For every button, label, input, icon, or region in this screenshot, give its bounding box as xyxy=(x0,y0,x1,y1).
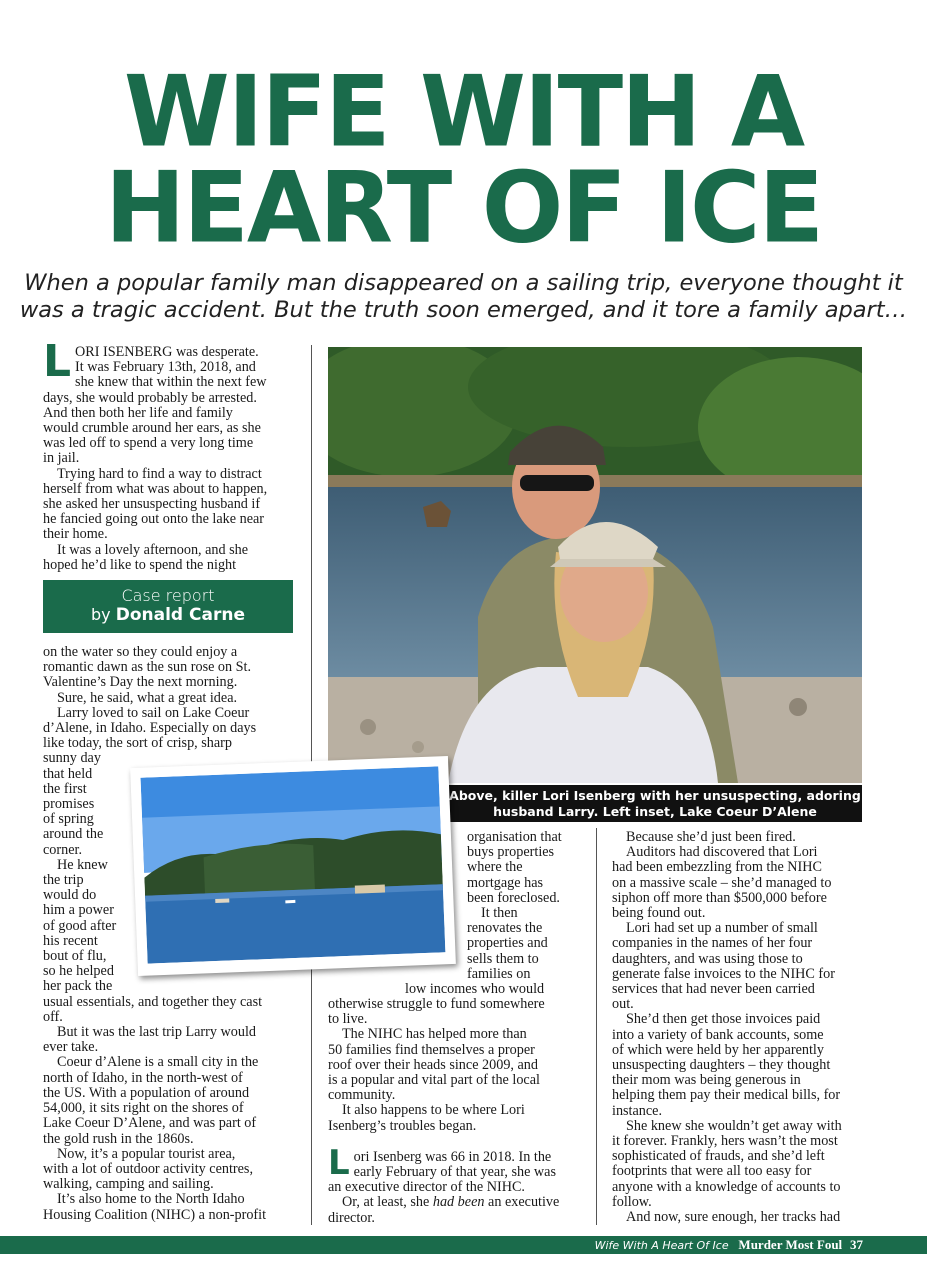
body-line: early February of that year, she was xyxy=(353,1164,556,1181)
body-line: he fancied going out onto the lake near xyxy=(43,511,265,528)
body-line: sells them to xyxy=(467,950,539,967)
body-line: It was a lovely afternoon, and she xyxy=(57,541,249,558)
footer-magazine: Murder Most Foul xyxy=(738,1237,843,1252)
body-line: He knew xyxy=(57,856,108,873)
standfirst-line-2: was a tragic accident. But the truth soon emerged, and it tore a family apart… xyxy=(19,297,908,323)
body-line: siphon off more than $500,000 before xyxy=(612,889,827,906)
body-line: bout of flu, xyxy=(43,948,107,965)
column-rule xyxy=(596,828,597,1225)
headline-line-2: HEART OF ICE xyxy=(104,150,823,266)
main-photo-couple xyxy=(328,347,862,783)
body-line: him a power xyxy=(43,902,114,919)
body-line: community. xyxy=(328,1087,396,1104)
body-line: Valentine’s Day the next morning. xyxy=(43,674,238,691)
body-line: It then xyxy=(481,905,518,922)
body-line: Lake Coeur D’Alene, and was part of xyxy=(43,1115,257,1132)
body-line: would do xyxy=(43,887,97,904)
body-line: into a variety of bank accounts, some xyxy=(612,1026,824,1043)
column-3 xyxy=(612,830,867,1225)
emphasis: had been xyxy=(432,1194,485,1211)
body-line: herself from what was about to happen, xyxy=(43,480,268,497)
body-line: And now, sure enough, her tracks had xyxy=(626,1209,841,1226)
body-line: on the water so they could enjoy a xyxy=(43,644,238,660)
body-line: their home. xyxy=(43,526,108,543)
byline-by: by xyxy=(91,605,111,624)
column-2-wrap xyxy=(467,830,592,982)
body-line: the first xyxy=(43,780,87,797)
body-line: renovates the xyxy=(467,920,543,937)
body-line: the trip xyxy=(43,872,84,889)
body-line: It also happens to be where Lori xyxy=(342,1102,525,1119)
body-line: And then both her life and family xyxy=(43,404,233,421)
standfirst-line-1: When a popular family man disappeared on a sailing trip, everyone thought it xyxy=(24,270,903,296)
body-line: Because she’d just been fired. xyxy=(626,829,796,845)
body-line: Auditors had discovered that Lori xyxy=(626,844,818,861)
body-line: walking, camping and sailing. xyxy=(43,1176,214,1193)
body-line: ori Isenberg was 66 in 2018. In the xyxy=(353,1148,552,1165)
body-line: was led off to spend a very long time xyxy=(43,435,254,452)
body-line: The NIHC has helped more than xyxy=(342,1026,527,1043)
body-line: Lori had set up a number of small xyxy=(626,920,818,937)
body-line: the gold rush in the 1860s. xyxy=(43,1130,194,1147)
body-line: It was February 13th, 2018, and xyxy=(75,359,256,376)
body-line: of which were held by her apparently xyxy=(612,1041,824,1058)
body-line: Trying hard to find a way to distract xyxy=(57,465,262,482)
body-line: her pack the xyxy=(43,978,113,995)
caption-line-1: Above, killer Lori Isenberg with her unsuspecting, adoring xyxy=(449,788,861,803)
body-line: buys properties xyxy=(467,844,555,861)
body-line: an executive director of the NIHC. xyxy=(328,1179,525,1196)
column-2 xyxy=(328,997,593,1226)
footer xyxy=(595,1237,863,1254)
body-line: that held xyxy=(43,765,93,782)
headline-line-1: WIFE WITH A xyxy=(123,54,804,170)
body-line: around the xyxy=(43,826,104,843)
body-line: footprints that were all too easy for xyxy=(612,1163,812,1180)
byline-author-line xyxy=(43,605,293,625)
body-line: Larry loved to sail on Lake Coeur xyxy=(57,704,250,721)
drop-cap: L xyxy=(43,336,72,387)
body-line: north of Idaho, in the north-west of xyxy=(43,1069,243,1086)
body-line: romantic dawn as the sun rose on St. xyxy=(43,659,252,676)
body-line: corner. xyxy=(43,841,82,858)
body-line: would crumble around her ears, as she xyxy=(43,420,261,437)
body-line: properties and xyxy=(467,935,548,952)
body-line: families on xyxy=(467,965,531,982)
body-line: where the xyxy=(467,859,523,876)
byline-author: Donald Carne xyxy=(115,605,245,625)
photo-caption xyxy=(448,785,862,822)
body-line: mortgage has xyxy=(467,874,544,891)
body-line: organisation that xyxy=(467,829,562,845)
body-line: of spring xyxy=(43,811,94,828)
body-line: ever take. xyxy=(43,1039,99,1056)
body-line: director. xyxy=(328,1209,375,1226)
body-line: Coeur d’Alene is a small city in the xyxy=(57,1054,259,1071)
body-line: 54,000, it sits right on the shores of xyxy=(43,1100,244,1117)
body-line: off. xyxy=(43,1008,63,1025)
body-line: otherwise struggle to fund somewhere xyxy=(328,996,545,1012)
body-line: on a massive scale – she’d managed to xyxy=(612,874,832,891)
body-line: being found out. xyxy=(612,905,706,922)
body-line: Isenberg’s troubles began. xyxy=(328,1117,477,1134)
caption-line-2: husband Larry. Left inset, Lake Coeur D’Alene xyxy=(493,804,817,819)
body-line: She’d then get those invoices paid xyxy=(626,1011,821,1028)
column-1-top xyxy=(43,336,295,573)
body-line: the US. With a population of around xyxy=(43,1084,250,1101)
body-line: follow. xyxy=(612,1193,652,1210)
body-line: unsuspecting daughters – they thought xyxy=(612,1057,831,1074)
body-line: instance. xyxy=(612,1102,663,1119)
byline-box xyxy=(43,580,293,633)
body-line: promises xyxy=(43,796,95,813)
body-line: with a lot of outdoor activity centres, xyxy=(43,1160,253,1177)
body-line: it forever. Frankly, hers wasn’t the most xyxy=(612,1133,838,1150)
body-line: 50 families find themselves a proper xyxy=(328,1041,535,1058)
body-line: d’Alene, in Idaho. Especially on days xyxy=(43,720,257,737)
byline-label: Case report xyxy=(121,586,215,605)
body-line: Housing Coalition (NIHC) a non-profit xyxy=(43,1206,267,1223)
body-line: companies in the names of her four xyxy=(612,935,813,952)
column-2-wrap-end xyxy=(405,982,595,997)
footer-article-title: Wife With A Heart Of Ice xyxy=(594,1239,729,1252)
body-line: like today, the sort of crisp, sharp xyxy=(43,735,232,752)
body-line: days, she would probably be arrested. xyxy=(43,389,257,406)
body-line: Now, it’s a popular tourist area, xyxy=(57,1145,236,1162)
body-line: But it was the last trip Larry would xyxy=(57,1024,256,1041)
body-line: generate false invoices to the NIHC for xyxy=(612,965,835,982)
body-line: so he helped xyxy=(43,963,114,980)
body-line: She knew she wouldn’t get away with xyxy=(626,1117,842,1134)
page-number: 37 xyxy=(850,1237,863,1252)
body-line: sophisticated of frauds, and she’d left xyxy=(612,1148,825,1165)
body-line: out. xyxy=(612,996,634,1013)
body-line: services that had never been carried xyxy=(612,981,815,998)
body-line: to live. xyxy=(328,1011,368,1028)
body-line: usual essentials, and together they cast xyxy=(43,993,263,1010)
body-line: Or, at least, she had been an executive xyxy=(342,1194,560,1211)
body-line: It’s also home to the North Idaho xyxy=(57,1191,245,1208)
body-line: Sure, he said, what a great idea. xyxy=(57,689,238,706)
body-line: in jail. xyxy=(43,450,80,467)
body-line: his recent xyxy=(43,932,98,949)
body-line: anyone with a knowledge of accounts to xyxy=(612,1178,841,1195)
body-line: helping them pay their medical bills, for xyxy=(612,1087,841,1104)
body-line: is a popular and vital part of the local xyxy=(328,1072,540,1089)
body-line: been foreclosed. xyxy=(467,889,560,906)
body-line: ORI ISENBERG was desperate. xyxy=(75,344,259,360)
body-line: daughters, and was using those to xyxy=(612,950,803,967)
body-line: hoped he’d like to spend the night xyxy=(43,556,237,573)
body-line: she knew that within the next few xyxy=(75,374,267,391)
body-line: she asked her unsuspecting husband if xyxy=(43,496,261,513)
body-line: low incomes who would xyxy=(405,981,545,997)
body-line: roof over their heads since 2009, and xyxy=(328,1056,538,1073)
drop-cap: L xyxy=(328,1142,350,1183)
body-line: sunny day xyxy=(43,750,101,767)
body-line: their mom was being generous in xyxy=(612,1072,801,1089)
body-line: had been embezzling from the NIHC xyxy=(612,859,822,876)
inset-photo-lake xyxy=(130,756,456,976)
body-line: of good after xyxy=(43,917,117,934)
